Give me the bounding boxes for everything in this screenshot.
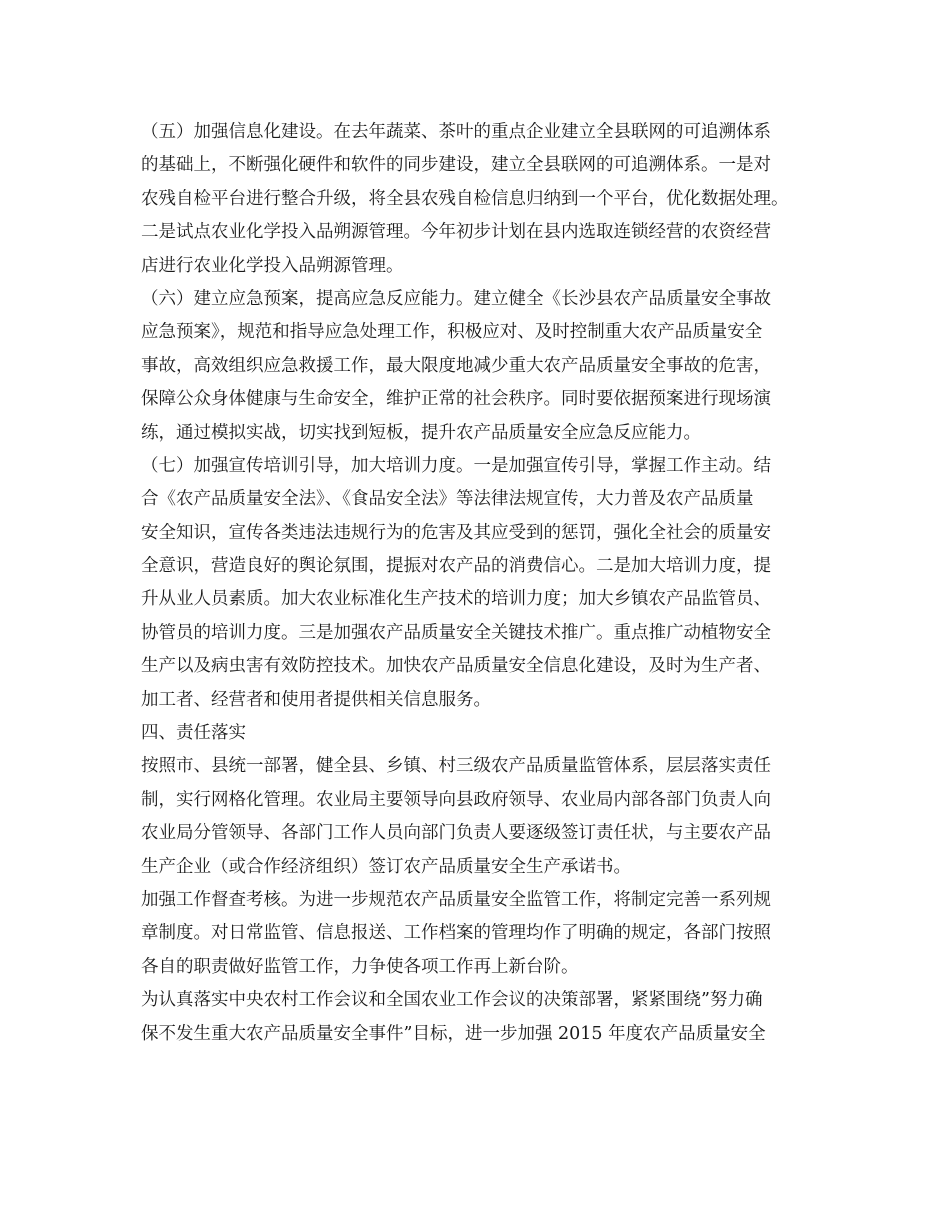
text-line: 升从业人员素质。加大农业标准化生产技术的培训力度；加大乡镇农产品监管员、 xyxy=(141,589,771,610)
text-line: 保障公众身体健康与生命安全，维护正常的社会秩序。同时要依据预案进行现场演 xyxy=(141,389,771,410)
section-heading: 四、责任落实 xyxy=(141,723,246,744)
text-line: 应急预案》，规范和指导应急处理工作，积极应对、及时控制重大农产品质量安全 xyxy=(141,322,763,343)
text-line: （七）加强宣传培训引导，加大培训力度。一是加强宣传引导，掌握工作主动。结 xyxy=(141,455,771,476)
text-line: 章制度。对日常监管、信息报送、工作档案的管理均作了明确的规定，各部门按照 xyxy=(141,923,771,944)
text-line: 各自的职责做好监管工作，力争使各项工作再上新台阶。 xyxy=(141,956,579,977)
text-line: 安全知识，宣传各类违法违规行为的危害及其应受到的惩罚，强化全社会的质量安 xyxy=(141,522,771,543)
text-line: 二是试点农业化学投入品朔源管理。今年初步计划在县内选取连锁经营的农资经营 xyxy=(141,222,771,243)
text-line: 按照市、县统一部署，健全县、乡镇、村三级农产品质量监管体系，层层落实责任 xyxy=(141,756,771,777)
text-line: （六）建立应急预案，提高应急反应能力。建立健全《长沙县农产品质量安全事故 xyxy=(141,288,771,309)
text-line: 练，通过模拟实战，切实找到短板，提升农产品质量安全应急反应能力。 xyxy=(141,422,701,443)
text-line: 店进行农业化学投入品朔源管理。 xyxy=(141,255,404,276)
text-line: 协管员的培训力度。三是加强农产品质量安全关键技术推广。重点推广动植物安全 xyxy=(141,622,771,643)
text-line: 生产企业（或合作经济组织）签订农产品质量安全生产承诺书。 xyxy=(141,856,631,877)
text-line: 加工者、经营者和使用者提供相关信息服务。 xyxy=(141,689,491,710)
text-line: 农业局分管领导、各部门工作人员向部门负责人要逐级签订责任状，与主要农产品 xyxy=(141,823,771,844)
text-line: 加强工作督查考核。为进一步规范农产品质量安全监管工作，将制定完善一系列规 xyxy=(141,889,771,910)
text-line: 合《农产品质量安全法》、《食品安全法》等法律法规宣传，大力普及农产品质量 xyxy=(141,489,754,510)
text-line: 的基础上，不断强化硬件和软件的同步建设，建立全县联网的可追溯体系。一是对 xyxy=(141,155,771,176)
text-line: 保不发生重大农产品质量安全事件”目标，进一步加强 2015 年度农产品质量安全 xyxy=(141,1023,766,1044)
text-line: （五）加强信息化建设。在去年蔬菜、茶叶的重点企业建立全县联网的可追溯体系 xyxy=(141,122,771,142)
text-line: 农残自检平台进行整合升级，将全县农残自检信息归纳到一个平台，优化数据处理。 xyxy=(141,188,789,209)
text-line: 全意识，营造良好的舆论氛围，提振对农产品的消费信心。二是加大培训力度，提 xyxy=(141,556,771,577)
text-line: 生产以及病虫害有效防控技术。加快农产品质量安全信息化建设，及时为生产者、 xyxy=(141,656,771,677)
document-body xyxy=(141,116,821,1051)
text-line: 制，实行网格化管理。农业局主要领导向县政府领导、农业局内部各部门负责人向 xyxy=(141,789,771,810)
text-line: 为认真落实中央农村工作会议和全国农业工作会议的决策部署，紧紧围绕”努力确 xyxy=(141,990,763,1011)
text-line: 事故，高效组织应急救援工作，最大限度地减少重大农产品质量安全事故的危害， xyxy=(141,355,771,376)
